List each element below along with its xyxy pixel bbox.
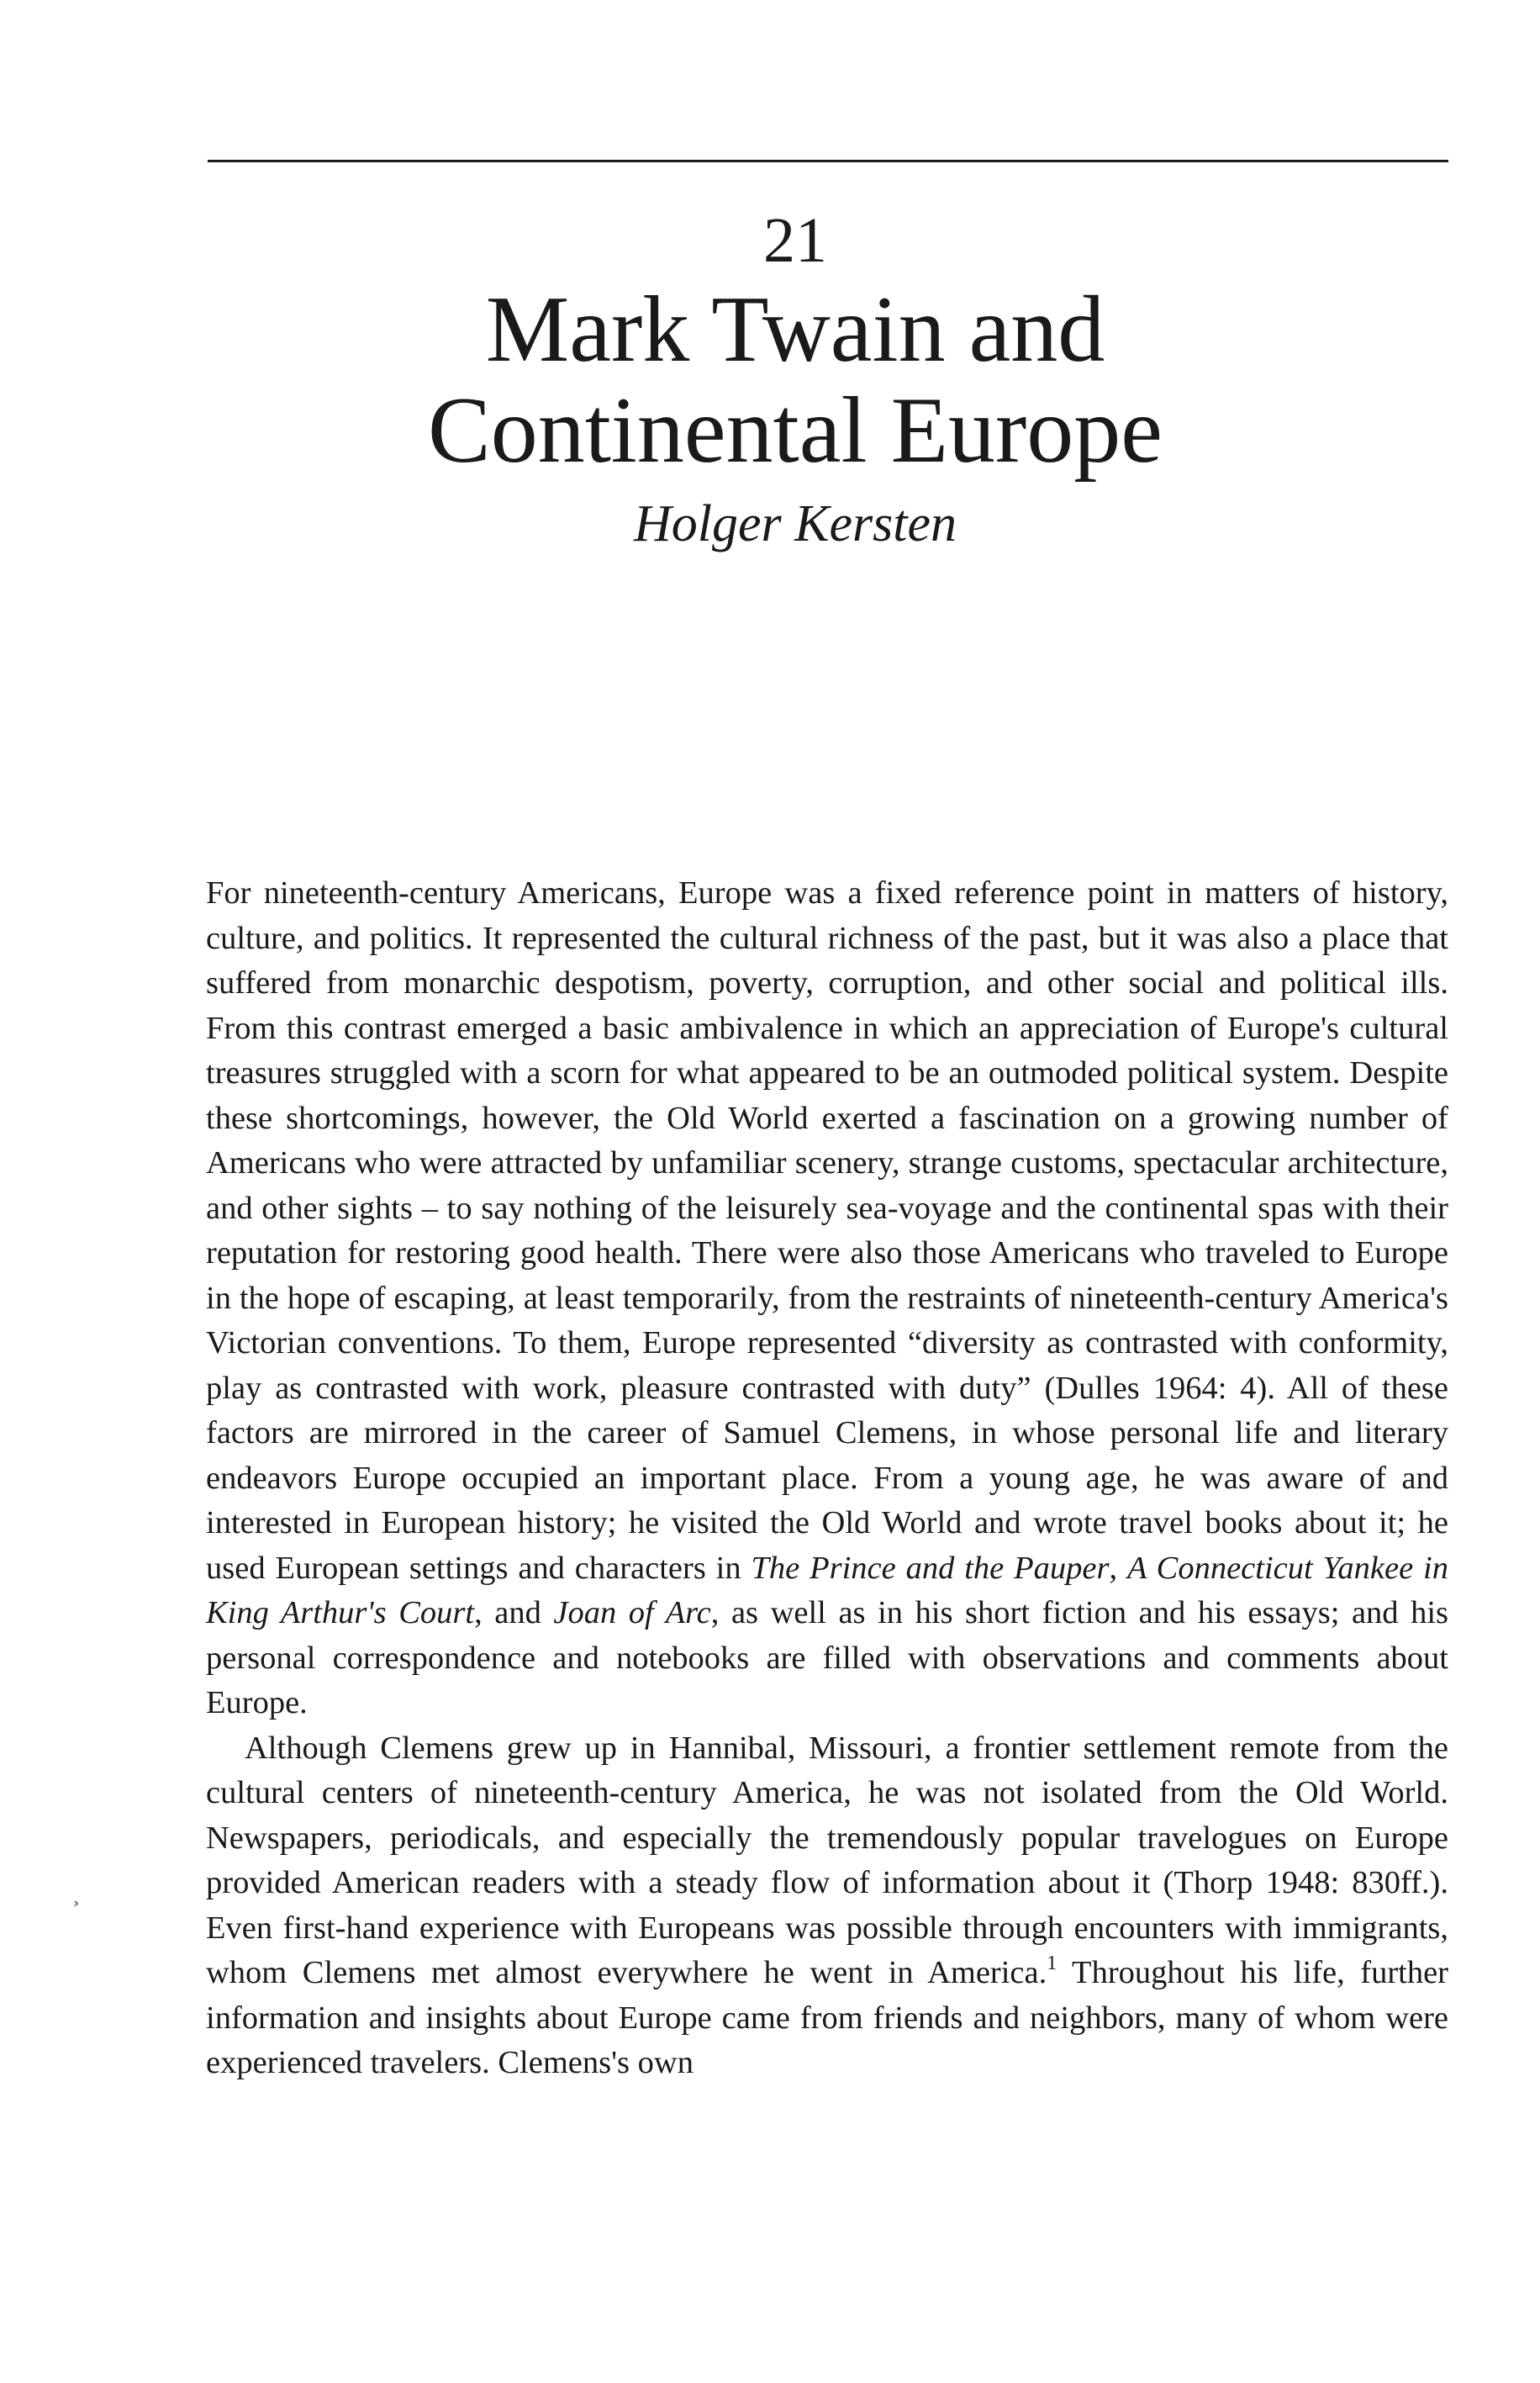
chapter-title-line-2: Continental Europe (427, 378, 1163, 483)
chapter-author: Holger Kersten (633, 495, 957, 552)
margin-mark: ¸ (72, 1882, 80, 1906)
paragraph-1-text-a: For nineteenth-century Americans, Europe was a fixed reference point in matters of history, culture, and politics. It represented the cultural richness of the past, but it was also a place that suffered from monarchic despotism, poverty, corruption, and other social and political ills. From this contrast emerged a basic ambivalence in which an appreciation of Europe's cultural treasures struggled with a scorn for what appeared to be an outmoded political system. Despite these shortcomings, however, the Old World exerted a fascination on a growing number of Americans who were attracted by unfamiliar scenery, strange customs, spectacular architecture, and other sights – to say nothing of the leisurely sea-voyage and the continental spas with their reputation for restoring good health. There were also those Americans who traveled to Europe in the hope of escaping, at least temporarily, from the restraints of nineteenth-century America's Victorian conventions. To them, Europe represented “diversity as contrasted with conformity, play as contrasted with work, pleasure contrasted with duty” (Dulles 1964: 4). All of these factors are mirrored in the career of Samuel Clemens, in whose personal life and literary endeavors Europe occupied an important place. From a young age, he was aware of and interested in European history; he visited the Old World and wrote travel books about it; he used European settings and characters in (206, 875, 1448, 1586)
paragraph-1-text-b: , as well as in his short fiction and his essays; and his personal correspondence and notebooks are filled with observations and comments about Europe. (206, 1595, 1449, 1720)
body-text (206, 871, 1448, 2086)
paragraph-1-separator-1: , (1109, 1550, 1127, 1586)
chapter-top-rule (208, 160, 1448, 162)
book-title-prince-and-pauper: The Prince and the Pauper (751, 1550, 1110, 1586)
chapter-title (0, 279, 1540, 481)
chapter-number: 21 (763, 205, 827, 276)
paragraph-2-text-b: Throughout his life, further information and insights about Europe came from friends and neighbors, many of whom were experienced travelers. Clemens's own (206, 1955, 1448, 2080)
book-title-joan-of-arc: Joan of Arc (553, 1595, 711, 1630)
paragraph-2 (206, 1726, 1448, 2086)
paragraph-1-separator-2: , and (474, 1595, 554, 1630)
paragraph-1 (206, 871, 1448, 1726)
paragraph-2-text-a: Although Clemens grew up in Hannibal, Missouri, a frontier settlement remote from the cultural centers of nineteenth-century America, he was not isolated from the Old World. Newspapers, periodicals, and especially the tremendously popular travelogues on Europe provided American readers with a steady flow of information about it (Thorp 1948: 830ff.). Even first-hand experience with Europeans was possible through encounters with immigrants, whom Clemens met almost everywhere he went in America. (206, 1730, 1448, 1990)
chapter-title-line-1: Mark Twain and (485, 277, 1105, 382)
book-title-connecticut-yankee: A Connecticut Yankee in King Arthur's Court (206, 1550, 1448, 1630)
footnote-marker-1: 1 (1047, 1952, 1057, 1974)
